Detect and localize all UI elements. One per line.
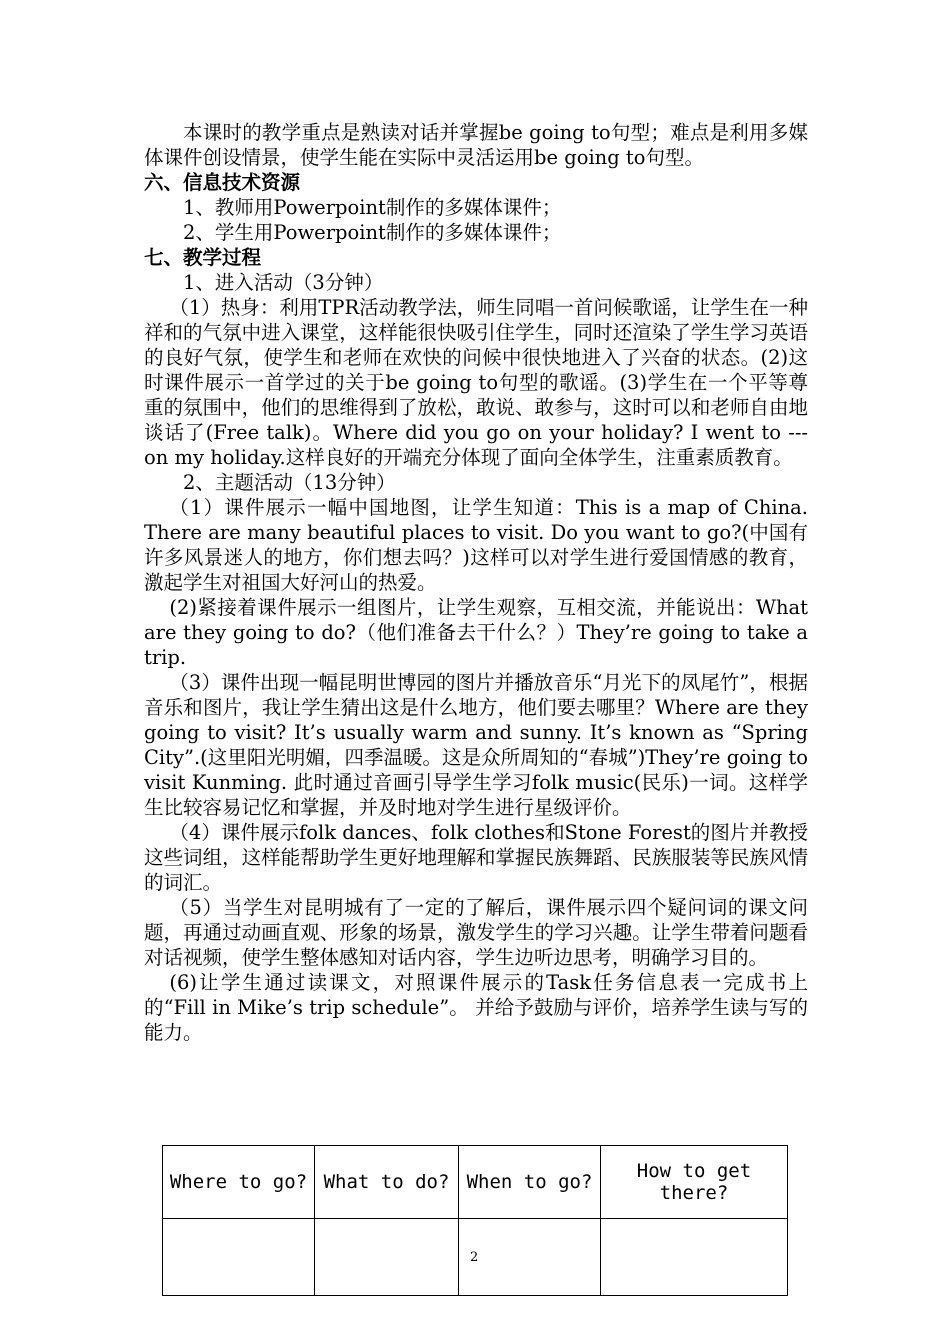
part-2-item: （1）课件展示一幅中国地图，让学生知道：This is a map of China. There are many beautiful places to visit. Do you want to go?(中国有许多风景迷人的地方，你们想去吗？)这样可以对学生进行爱国情感的教育，激起学生对祖国大好河山的热爱。 (144, 496, 808, 594)
table-header-cell: How to get there? (601, 1146, 788, 1219)
table-header-cell: Where to go? (163, 1146, 315, 1219)
section-6-heading: 六、信息技术资源 (144, 171, 301, 194)
table-cell (315, 1219, 459, 1296)
part-1-body: （1）热身：利用TPR活动教学法，师生同唱一首问候歌谣，让学生在一种祥和的气氛中进入课堂，这样能很快吸引住学生，同时还渲染了学生学习英语的良好气氛，使学生和老师在欢快的问候中很快地进入了兴奋的状态。(2)这时课件展示一首学过的关于be going to句型的歌谣。(3)学生在一个平等尊重的氛围中，他们的思维得到了放松，敢说、敢参与，这时可以和老师自由地谈话了(Free talk)。Where did you go on your holiday? I went to ---on my holiday.这样良好的开端充分体现了面向全体学生，注重素质教育。 (144, 296, 808, 469)
trip-schedule-table (162, 1145, 788, 1296)
intro-paragraph: 本课时的教学重点是熟读对话并掌握be going to句型；难点是利用多媒体课件创设情景，使学生能在实际中灵活运用be going to句型。 (144, 121, 808, 169)
page-number: 2 (470, 1250, 479, 1265)
document-body (144, 120, 808, 1045)
section-6-item: 2、学生用Powerpoint制作的多媒体课件； (183, 221, 562, 244)
table-header-cell: What to do? (315, 1146, 459, 1219)
part-2-item: (6)让学生通过读课文，对照课件展示的Task任务信息表一完成书上的“Fill in Mike’s trip schedule”。 并给予鼓励与评价，培养学生读与写的能力。 (144, 971, 808, 1044)
section-6-item: 1、教师用Powerpoint制作的多媒体课件； (183, 196, 562, 219)
table-header-cell: When to go? (459, 1146, 601, 1219)
part-2-item: （4）课件展示folk dances、folk clothes和Stone Forest的图片并教授这些词组，这样能帮助学生更好地理解和掌握民族舞蹈、民族服装等民族风情的词汇。 (144, 821, 808, 894)
table-cell (163, 1219, 315, 1296)
part-1-title: 1、进入活动（3分钟） (183, 271, 384, 294)
part-2-title: 2、主题活动（13分钟） (183, 471, 396, 494)
part-2-item: (2)紧接着课件展示一组图片，让学生观察，互相交流，并能说出：What are they going to do?（他们准备去干什么？）They’re going to take a trip. (144, 596, 808, 669)
section-7-heading: 七、教学过程 (144, 246, 262, 269)
table-header-row (163, 1146, 788, 1219)
table-cell (459, 1219, 601, 1296)
part-2-item: （5）当学生对昆明城有了一定的了解后，课件展示四个疑问词的课文问题，再通过动画直观、形象的场景，激发学生的学习兴趣。让学生带着问题看对话视频，使学生整体感知对话内容，学生边听边思考，明确学习目的。 (144, 896, 808, 969)
table-cell (601, 1219, 788, 1296)
part-2-item: （3）课件出现一幅昆明世博园的图片并播放音乐“月光下的凤尾竹”，根据音乐和图片，我让学生猜出这是什么地方，他们要去哪里？Where are they going to visit? It’s usually warm and sunny. It’s known as “Spring City”.(这里阳光明媚，四季温暖。这是众所周知的“春城”)They’re going to visit Kunming. 此时通过音画引导学生学习folk music(民乐)一词。这样学生比较容易记忆和掌握，并及时地对学生进行星级评价。 (144, 671, 808, 819)
